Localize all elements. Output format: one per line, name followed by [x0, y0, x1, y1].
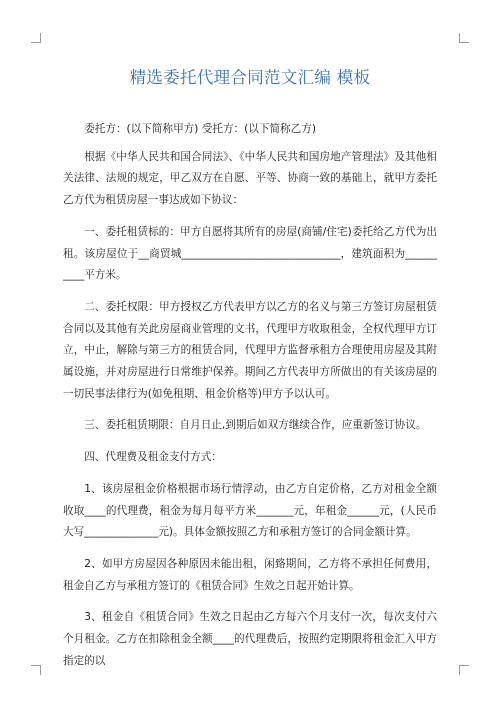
crop-mark-bottom-right — [459, 665, 469, 675]
clause-3-paragraph: 三、委托租赁期限：自月日止,到期后如双方继续合作，应重新签订协议。 — [84, 419, 427, 432]
crop-mark-top-left — [31, 33, 41, 43]
parties-paragraph: 委托方：(以下简称甲方) 受托方：(以下简称乙方) — [84, 123, 316, 135]
clause-4-item-1: 1、该房屋租金价格根据市场行情浮动，由乙方自定价格，乙方对租金全额收取____的代理费，租金为每月每平方米_______元，年租金______元，(人民币大写______________元)。具体金额按照乙方和承租方签订的合同金额计算。 — [63, 482, 437, 539]
clause-4-item-3: 3、租金自《租赁合同》生效之日起由乙方每六个月支付一次，每次支付六个月租金。乙方在扣除租金全额____的代理费后，按照约定期限将租金汇入甲方指定的以 — [63, 611, 437, 667]
crop-mark-top-right — [459, 33, 469, 43]
clause-4-item-2: 2、如甲方房屋因各种原因未能出租，闲臵期间，乙方将不承担任何费用，租金自乙方与承租方签订的《租赁合同》生效之日起开始计算。 — [63, 557, 437, 592]
preamble-paragraph: 根据《中华人民共和国合同法》、《中华人民共和国房地产管理法》及其他相关法律、法规的规定，甲乙双方在自愿、平等、协商一致的基础上，就甲方委托乙方代为租赁房屋一事达成如下协议： — [63, 150, 437, 207]
clause-1-paragraph: 一、委托租赁标的：甲方自愿将其所有的房屋(商铺/住宅)委托给乙方代为出租。该房屋位于__商贸城______________________________，建筑面积为__________平方米。 — [63, 225, 437, 282]
crop-mark-bottom-left — [31, 665, 41, 675]
clause-4-heading: 四、代理费及租金支付方式： — [84, 451, 222, 464]
document-title: 精选委托代理合同范文汇编 模板 — [129, 68, 371, 87]
clause-2-paragraph: 二、委托权限：甲方授权乙方代表甲方以乙方的名义与第三方签订房屋租赁合同以及其他有关此房屋商业管理的文书，代理甲方收取租金，全权代理甲方订立，中止，解除与第三方的租赁合同，代理甲方监督承租方合理使用房屋及其附属设施，并对房屋进行日常维护保养。期间乙方代表甲方所做出的有关该房屋的一切民事法律行为(如免租期、租金价格等)甲方予以认可。 — [63, 300, 437, 400]
document-body — [63, 119, 437, 672]
